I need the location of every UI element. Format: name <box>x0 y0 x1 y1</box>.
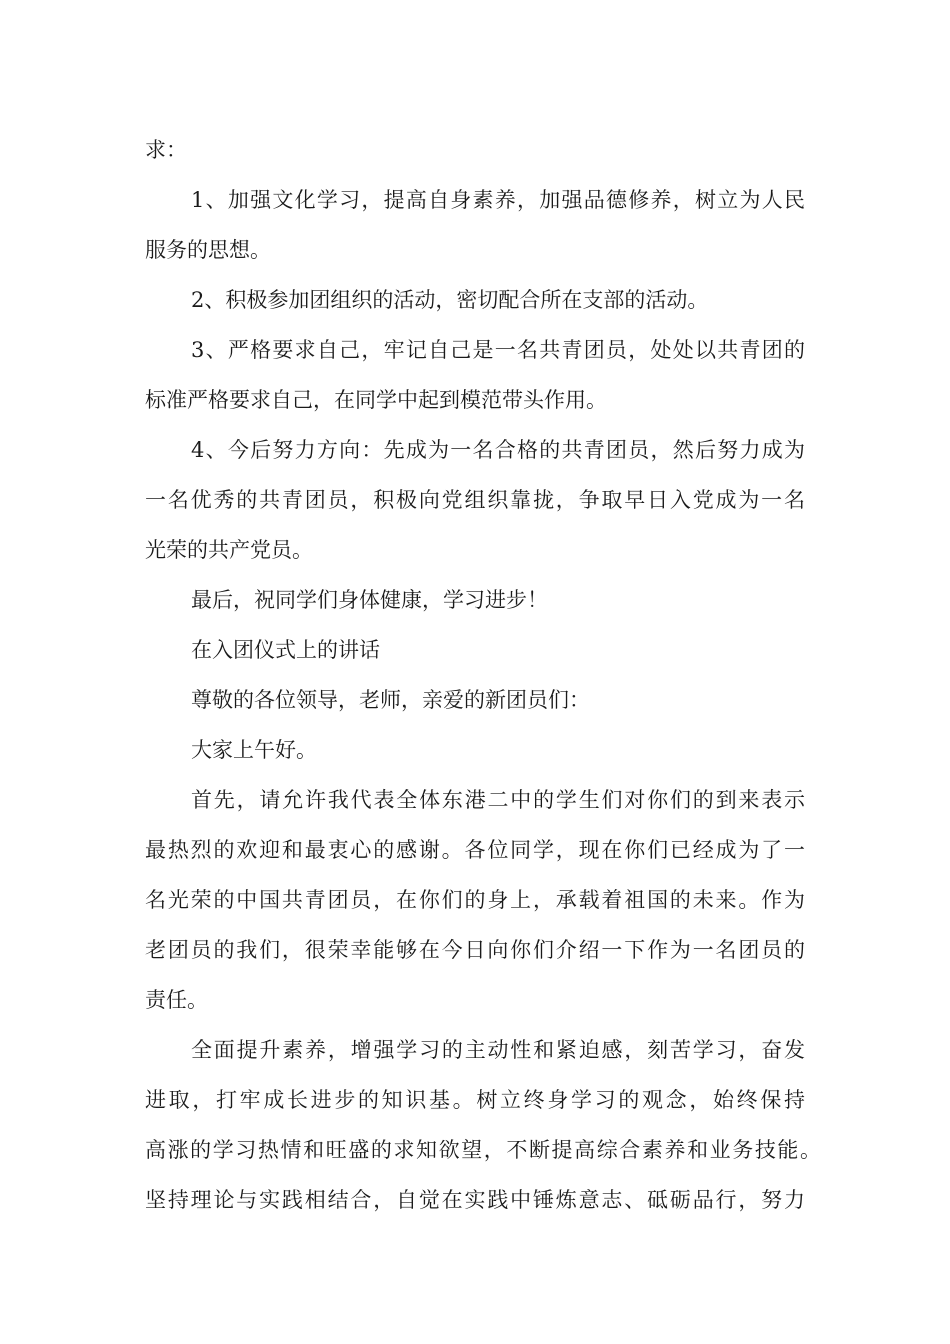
text-line: 大家上午好。 <box>191 738 317 762</box>
text-line: 进取，打牢成长进步的知识基。树立终身学习的观念，始终保持 <box>145 1088 805 1112</box>
text-line: 标准严格要求自己，在同学中起到模范带头作用。 <box>145 388 607 412</box>
section-heading: 在入团仪式上的讲话 <box>191 638 380 662</box>
text-line: 3、严格要求自己，牢记自己是一名共青团员，处处以共青团的 <box>191 338 805 362</box>
text-line: 责任。 <box>145 988 208 1012</box>
text-line: 老团员的我们，很荣幸能够在今日向你们介绍一下作为一名团员的 <box>145 938 805 962</box>
text-line: 高涨的学习热情和旺盛的求知欲望，不断提高综合素养和业务技能。 <box>145 1138 821 1162</box>
text-line: 服务的思想。 <box>145 238 271 262</box>
text-line: 最后，祝同学们身体健康，学习进步！ <box>191 588 548 612</box>
text-line: 首先，请允许我代表全体东港二中的学生们对你们的到来表示 <box>191 788 805 812</box>
text-line: 尊敬的各位领导，老师，亲爱的新团员们： <box>191 688 590 712</box>
text-line: 4、今后努力方向：先成为一名合格的共青团员，然后努力成为 <box>191 438 805 462</box>
text-line: 全面提升素养，增强学习的主动性和紧迫感，刻苦学习，奋发 <box>191 1038 805 1062</box>
text-line: 一名优秀的共青团员，积极向党组织靠拢，争取早日入党成为一名 <box>145 488 805 512</box>
text-line: 名光荣的中国共青团员，在你们的身上，承载着祖国的未来。作为 <box>145 888 805 912</box>
text-line: 最热烈的欢迎和最衷心的感谢。各位同学，现在你们已经成为了一 <box>145 838 805 862</box>
text-line: 光荣的共产党员。 <box>145 538 313 562</box>
text-line: 1、加强文化学习，提高自身素养，加强品德修养，树立为人民 <box>191 188 805 212</box>
text-line: 2、积极参加团组织的活动，密切配合所在支部的活动。 <box>191 288 709 312</box>
text-line: 求： <box>145 138 187 162</box>
text-line: 坚持理论与实践相结合，自觉在实践中锤炼意志、砥砺品行，努力 <box>145 1188 805 1212</box>
